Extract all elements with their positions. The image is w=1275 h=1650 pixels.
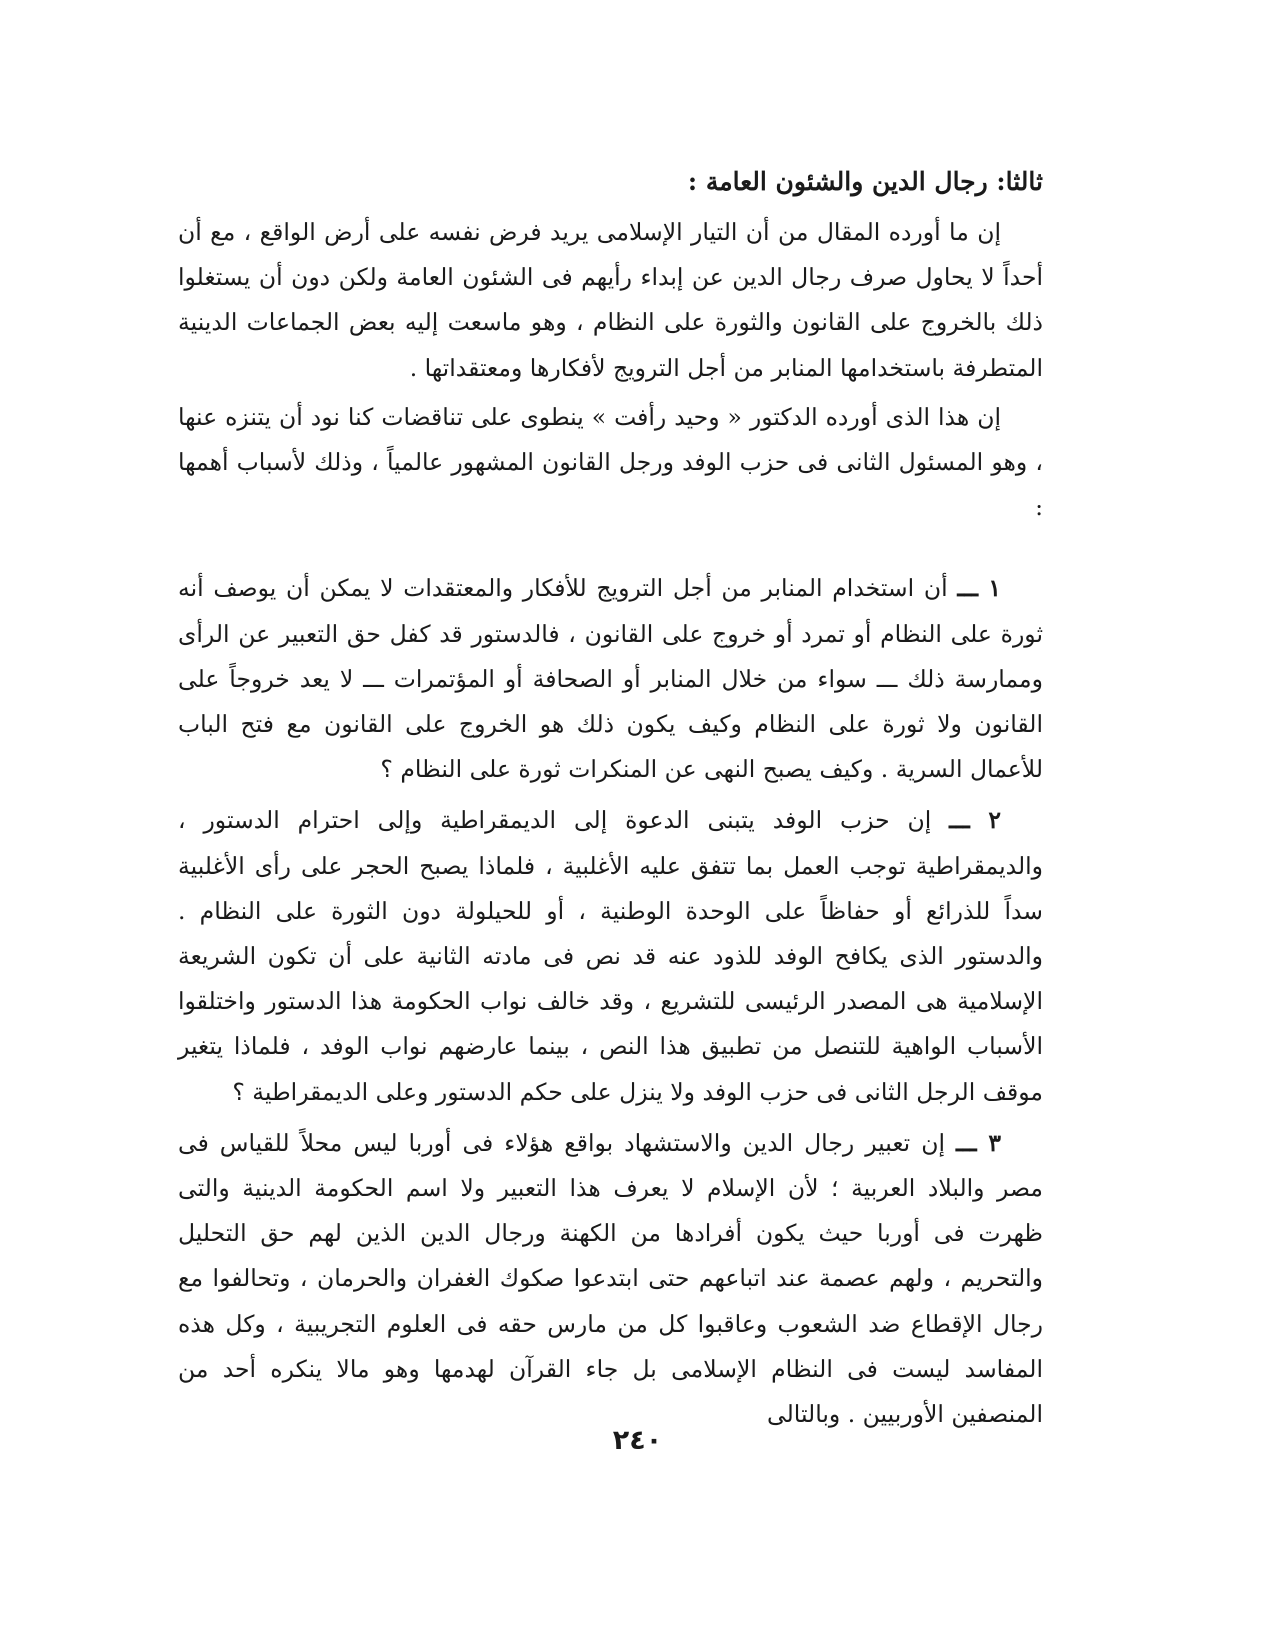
paragraph-2: إن هذا الذى أورده الدكتور « وحيد رأفت » ينطوى على تناقضات كنا نود أن يتنزه عنها ، وهو المسئول الثانى فى حزب الوفد ورجل القانون المشهور عالمياً ، وذلك لأسباب أهمها : xyxy=(178,402,1043,522)
list-item-number: ١ ـــ xyxy=(957,574,1001,603)
list-item-number: ٢ ـــ xyxy=(949,806,1001,835)
document-page xyxy=(178,160,1043,1610)
list-item-text: إن حزب الوفد يتبنى الدعوة إلى الديمقراطية وإلى احترام الدستور ، والديمقراطية توجب العمل بما تتفق عليه الأغلبية ، فلماذا يصبح الحجر على رأى الأغلبية سداً للذرائع أو حفاظاً على الوحدة الوطنية ، أو للحيلولة دون الثورة على النظام . والدستور الذى يكافح الوفد للذود عنه قد نص فى مادته الثانية على أن تكون الشريعة الإسلامية هى المصدر الرئيسى للتشريع ، وقد خالف نواب الحكومة هذا الدستور واختلقوا الأسباب الواهية للتنصل من تطبيق هذا النص ، بينما عارضهم نواب الوفد ، فلماذا يتغير موقف الرجل الثانى فى حزب الوفد ولا ينزل على حكم الدستور وعلى الديمقراطية ؟ xyxy=(178,806,1043,1106)
list-item-text: إن تعبير رجال الدين والاستشهاد بواقع هؤلاء فى أوربا ليس محلاً للقياس فى مصر والبلاد العربية ؛ لأن الإسلام لا يعرف هذا التعبير ولا اسم الحكومة الدينية والتى ظهرت فى أوربا حيث يكون أفرادها من الكهنة ورجال الدين الذين لهم حق التحليل والتحريم ، ولهم عصمة عند اتباعهم حتى ابتدعوا صكوك الغفران والحرمان ، وتحالفوا مع رجال الإقطاع ضد الشعوب وعاقبوا كل من مارس حقه فى العلوم التجريبية ، وكل هذه المفاسد ليست فى النظام الإسلامى بل جاء القرآن لهدمها وهو مالا ينكره أحد من المنصفين الأوربيين . وبالتالى xyxy=(178,1128,1043,1429)
page-number: ٢٤٠ xyxy=(612,1425,663,1456)
list-item-2 xyxy=(178,798,1043,1114)
list-item-number: ٣ ـــ xyxy=(956,1128,1001,1157)
list-item-3 xyxy=(178,1121,1043,1437)
section-heading: ثالثا: رجال الدين والشئون العامة : xyxy=(687,167,1043,196)
list-item-1 xyxy=(178,566,1043,792)
paragraph-1: إن ما أورده المقال من أن التيار الإسلامى يريد فرض نفسه على أرض الواقع ، مع أن أحداً لا يحاول صرف رجال الدين عن إبداء رأيهم فى الشئون العامة ولكن دون أن يستغلوا ذلك بالخروج على القانون والثورة على النظام ، وهو ماسعت إليه بعض الجماعات الدينية المتطرفة باستخدامها المنابر من أجل الترويج لأفكارها ومعتقداتها . xyxy=(178,218,1043,382)
list-item-text: أن استخدام المنابر من أجل الترويج للأفكار والمعتقدات لا يمكن أن يوصف أنه ثورة على النظام أو تمرد أو خروج على القانون ، فالدستور قد كفل حق التعبير عن الرأى وممارسة ذلك ـــ سواء من خلال المنابر أو الصحافة أو المؤتمرات ـــ لا يعد خروجاً على القانون ولا ثورة على النظام وكيف يكون ذلك هو الخروج على القانون مع فتح الباب للأعمال السرية . وكيف يصبح النهى عن المنكرات ثورة على النظام ؟ xyxy=(178,574,1043,784)
